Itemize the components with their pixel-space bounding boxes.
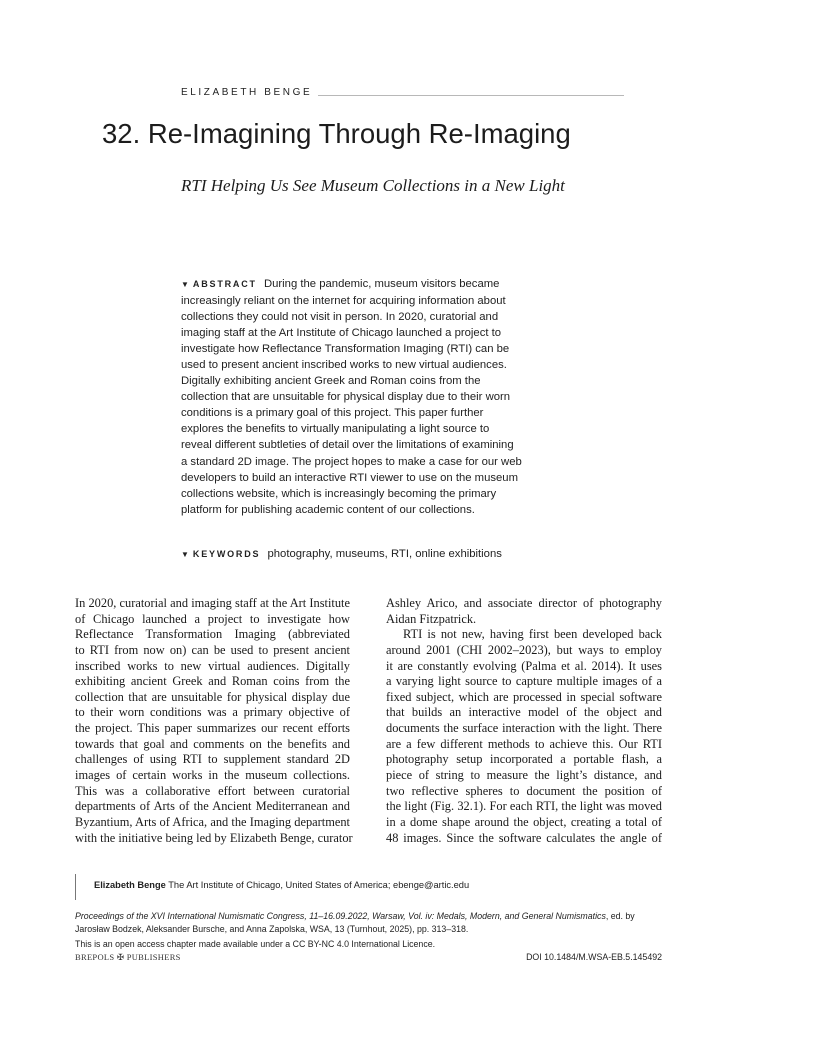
chapter-title: 32. Re-Imagining Through Re-Imaging bbox=[102, 118, 571, 149]
abstract-line bbox=[181, 276, 543, 293]
body-line: towards that goal and comments on the benefits and bbox=[75, 736, 350, 751]
body-line: fixed subject, which are processed in special software bbox=[386, 689, 662, 704]
body-line: are a few different methods to achieve this. Our RTI bbox=[386, 736, 662, 751]
author-name: Elizabeth Benge bbox=[94, 880, 166, 890]
affiliation-rule bbox=[75, 874, 76, 900]
abstract-line: used to present ancient inscribed works to new virtual audiences. bbox=[181, 359, 507, 372]
body-line: to RTI from now on) can be used to present ancient bbox=[75, 642, 350, 657]
body-line: RTI is not new, having first been developed back bbox=[403, 627, 662, 642]
proceedings-editors: Jarosław Bodzek, Aleksander Bursche, and Anna Zapolska, WSA, 13 (Turnhout, 2025), pp. 313–318. bbox=[75, 924, 469, 934]
abstract-line: collections they could not visit in person. In 2020, curatorial and bbox=[181, 311, 499, 324]
keywords-label: KEYWORDS bbox=[192, 549, 261, 559]
author-affiliation bbox=[94, 880, 469, 890]
keywords-text: photography, museums, RTI, online exhibitions bbox=[267, 548, 502, 560]
chapter-subtitle: RTI Helping Us See Museum Collections in a New Light bbox=[181, 176, 565, 195]
body-line: in a dome shape around the object, creating a total of bbox=[386, 814, 662, 829]
body-line: Reflectance Transformation Imaging (abbreviated bbox=[75, 627, 350, 642]
body-line: around 2001 (CHI 2002–2023), but ways to employ bbox=[386, 642, 662, 657]
body-line: images of certain works in the museum collections. bbox=[75, 768, 350, 783]
body-line: 48 images. Since the software calculates the angle of bbox=[386, 830, 662, 845]
publisher-logo: BREPOLS ✠ PUBLISHERS bbox=[75, 952, 181, 962]
body-line: two reflective spheres to document the position of bbox=[386, 783, 662, 798]
proceedings-editors-prefix: , ed. by bbox=[605, 911, 635, 921]
body-line: the project. This paper summarizes our recent efforts bbox=[75, 721, 350, 736]
abstract-line: platform for publishing academic content of our collections. bbox=[181, 503, 475, 516]
body-line: Ashley Arico, and associate director of photography bbox=[386, 596, 662, 610]
abstract-line: Digitally exhibiting ancient Greek and Roman coins from the bbox=[181, 375, 481, 388]
abstract-line: collection that are unsuitable for physical display due to their worn bbox=[181, 391, 511, 404]
body-line: with the initiative being led by Elizabeth Benge, curator bbox=[75, 830, 353, 845]
proceedings-citation bbox=[75, 910, 675, 936]
body-line: the light (Fig. 32.1). For each RTI, the light was moved bbox=[386, 799, 662, 814]
abstract-line: conditions is a primary goal of this project. This paper further bbox=[181, 407, 484, 420]
body-line: inscribed works to new virtual audiences. Digitally bbox=[75, 658, 350, 673]
body-line: documents the surface interaction with the light. There bbox=[386, 721, 662, 736]
abstract-line: imaging staff at the Art Institute of Chicago launched a project to bbox=[181, 327, 502, 340]
body-line: of Chicago launched a project to investigate how bbox=[75, 611, 350, 626]
abstract-line: developers to build an interactive RTI viewer to use on the museum bbox=[181, 471, 518, 484]
abstract-line: a standard 2D image. The project hopes to make a case for our web bbox=[181, 455, 522, 468]
abstract bbox=[181, 276, 543, 518]
abstract-line: investigate how Reflectance Transformation Imaging (RTI) can be bbox=[181, 343, 510, 356]
body-line: it are constantly evolving (Palma et al. 2014). It uses bbox=[386, 658, 662, 673]
triangle-marker-icon: ▼ bbox=[181, 280, 189, 289]
body-line: departments of Arts of the Ancient Mediterranean and bbox=[75, 799, 350, 814]
body-line: photography setup incorporated a portable flash, a bbox=[386, 752, 662, 767]
body-line: collection that are unsuitable for physical display due bbox=[75, 689, 350, 704]
body-line: exhibiting ancient Greek and Roman coins from the bbox=[75, 674, 350, 689]
abstract-label: ABSTRACT bbox=[192, 279, 257, 289]
body-line: that builds an interactive model of the object and bbox=[386, 705, 662, 720]
body-line: This was a collaborative effort between curatorial bbox=[75, 783, 350, 798]
body-line: challenges of using RTI to supplement standard 2D bbox=[75, 752, 350, 767]
body-line: a varying light source to capture multiple images of a bbox=[386, 674, 662, 689]
abstract-text: During the pandemic, museum visitors became bbox=[263, 278, 500, 290]
body-line: In 2020, curatorial and imaging staff at the Art Institute bbox=[75, 596, 350, 610]
body-line: piece of string to measure the light’s distance, and bbox=[386, 768, 662, 783]
license-note: This is an open access chapter made available under a CC BY-NC 4.0 International Licence. bbox=[75, 939, 436, 949]
header-rule bbox=[318, 95, 624, 96]
body-line: Aidan Fitzpatrick. bbox=[386, 611, 477, 626]
body-line: to their worn conditions was a primary objective of bbox=[75, 705, 350, 720]
doi: DOI 10.1484/M.WSA-EB.5.145492 bbox=[526, 952, 662, 962]
triangle-marker-icon: ▼ bbox=[181, 550, 189, 559]
abstract-line: collections website, which is increasingly becoming the primary bbox=[181, 487, 497, 500]
body-column-right bbox=[386, 596, 662, 846]
abstract-line: explores the benefits to virtually manipulating a light source to bbox=[181, 423, 490, 436]
body-column-left bbox=[75, 596, 353, 846]
running-head-author: ELIZABETH BENGE bbox=[181, 87, 313, 98]
affiliation-text: The Art Institute of Chicago, United States of America; ebenge@artic.edu bbox=[168, 880, 470, 890]
abstract-line: increasingly reliant on the internet for acquiring information about bbox=[181, 295, 506, 308]
proceedings-title: Proceedings of the XVI International Numismatic Congress, 11–16.09.2022, Warsaw, Vol. iv: Medals, Modern, and General Numismatics bbox=[75, 911, 606, 921]
abstract-line: reveal different subtleties of detail over the limitations of examining bbox=[181, 439, 514, 452]
body-line: Byzantium, Arts of Africa, and the Imaging department bbox=[75, 814, 350, 829]
keywords bbox=[181, 548, 502, 560]
